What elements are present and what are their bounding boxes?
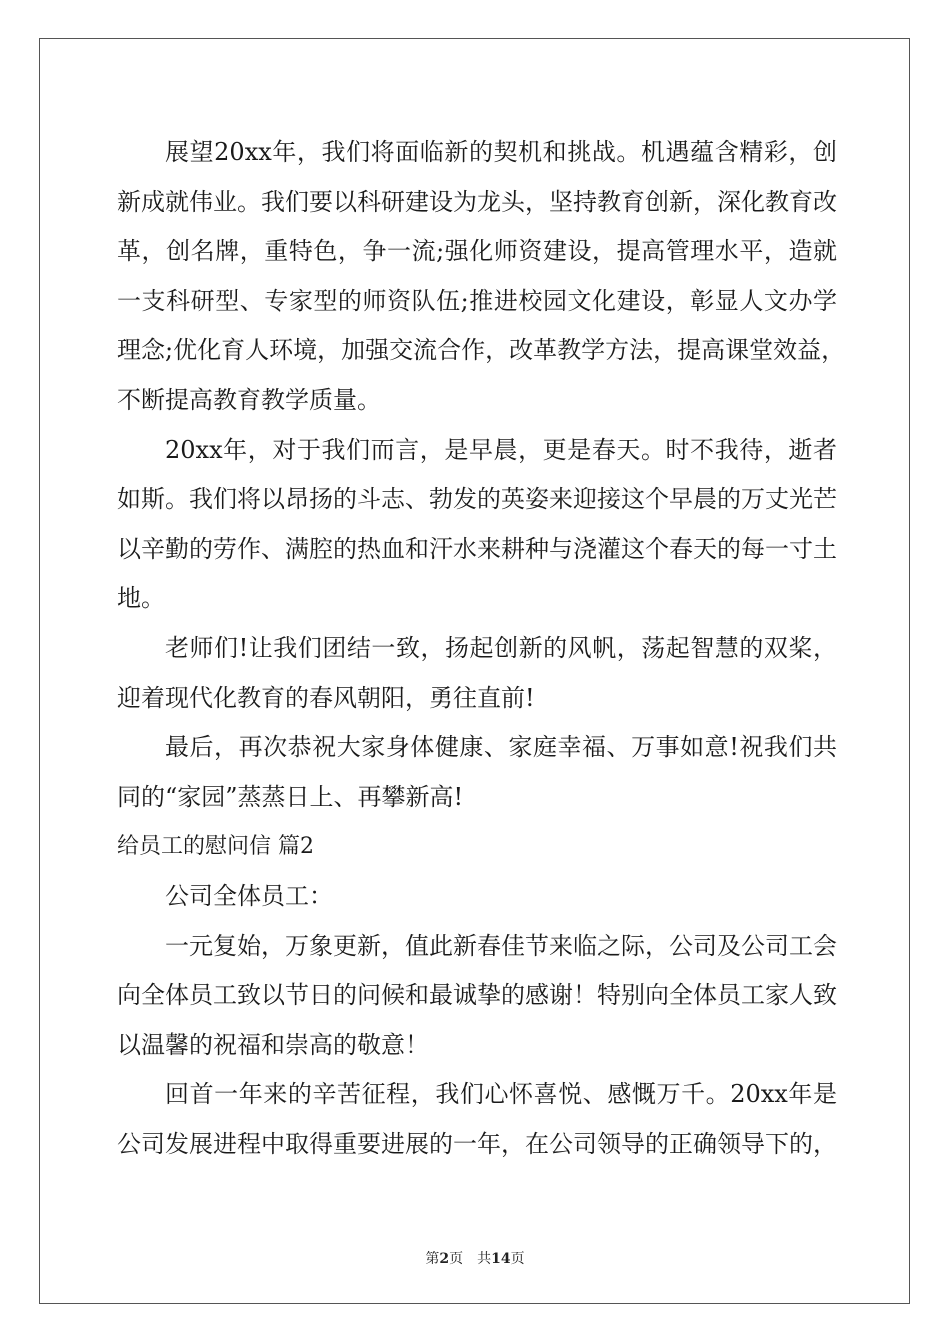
footer-page-suffix: 页 (449, 1251, 464, 1267)
page-footer (0, 1248, 950, 1268)
paragraph-6-line-2: 公司发展进程中取得重要进展的一年，在公司领导的正确领导下的， (117, 1129, 837, 1158)
footer-total-prefix: 共 (477, 1251, 492, 1267)
paragraph-5-line-3: 以温馨的祝福和崇高的敬意！ (117, 1030, 429, 1059)
paragraph-5-line-1: 一元复始，万象更新，值此新春佳节来临之际，公司及公司工会 (165, 931, 837, 960)
paragraph-4-line-1: 最后，再次恭祝大家身体健康、家庭幸福、万事如意!祝我们共 (165, 733, 837, 762)
footer-page-number: 2 (439, 1251, 450, 1267)
section-heading: 给员工的慰问信 篇2 (117, 834, 314, 860)
paragraph-2-line-2: 如斯。我们将以昂扬的斗志、勃发的英姿来迎接这个早晨的万丈光芒 (117, 485, 837, 514)
salutation: 公司全体员工： (165, 881, 333, 910)
document-body (117, 128, 846, 1169)
footer-page-prefix: 第 (425, 1251, 440, 1267)
paragraph-1-line-2: 新成就伟业。我们要以科研建设为龙头，坚持教育创新，深化教育改 (117, 187, 837, 216)
paragraph-2-line-1: 20xx年，对于我们而言，是早晨，更是春天。时不我待，逝者 (165, 435, 837, 464)
paragraph-1-line-4: 一支科研型、专家型的师资队伍;推进校园文化建设，彰显人文办学 (117, 286, 837, 315)
footer-total-suffix: 页 (510, 1251, 525, 1267)
paragraph-3-line-1: 老师们!让我们团结一致，扬起创新的风帆，荡起智慧的双桨， (165, 633, 837, 662)
paragraph-1-line-6: 不断提高教育教学质量。 (117, 385, 381, 414)
paragraph-4-line-2: 同的“家园”蒸蒸日上、再攀新高! (117, 782, 464, 811)
paragraph-1-line-3: 革，创名牌，重特色，争一流;强化师资建设，提高管理水平，造就 (117, 237, 837, 266)
paragraph-1-line-5: 理念;优化育人环境，加强交流合作，改革教学方法，提高课堂效益， (117, 336, 846, 365)
paragraph-1-line-1: 展望20xx年，我们将面临新的契机和挑战。机遇蕴含精彩，创 (165, 138, 837, 166)
footer-total-pages: 14 (491, 1251, 511, 1267)
paragraph-3-line-2: 迎着现代化教育的春风朝阳，勇往直前! (117, 683, 535, 712)
paragraph-2-line-4: 地。 (117, 584, 165, 613)
paragraph-2-line-3: 以辛勤的劳作、满腔的热血和汗水来耕种与浇灌这个春天的每一寸土 (117, 534, 837, 563)
paragraph-5-line-2: 向全体员工致以节日的问候和最诚挚的感谢！特别向全体员工家人致 (117, 981, 837, 1010)
paragraph-6-line-1: 回首一年来的辛苦征程，我们心怀喜悦、感慨万千。20xx年是 (165, 1080, 837, 1109)
